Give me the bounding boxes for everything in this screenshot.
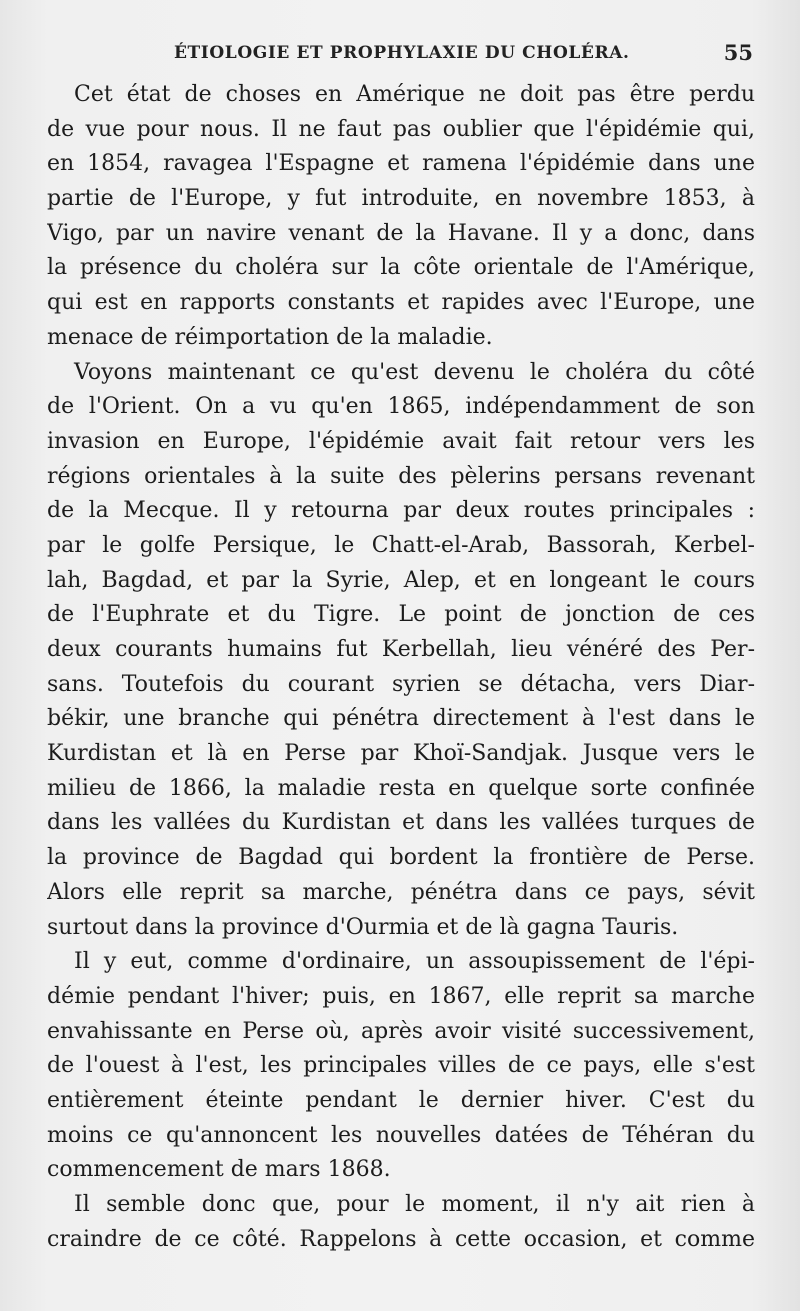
paragraph [47, 356, 755, 946]
paragraph [47, 945, 755, 1188]
text-line: lah, Bagdad, et par la Syrie, Alep, et en longeant le cours [47, 567, 755, 593]
text-line: deux courants humains fut Kerbellah, lieu vénéré des Per- [47, 637, 755, 662]
running-title: ÉTIOLOGIE ET PROPHYLAXIE DU CHOLÉRA. [174, 43, 630, 63]
text-line: dans les vallées du Kurdistan et dans les vallées turques de [47, 810, 755, 836]
text-line: Kurdistan et là en Perse par Khoï-Sandjak. Jusque vers le [47, 741, 755, 767]
text-line: Alors elle reprit sa marche, pénétra dans ce pays, sévit [47, 879, 755, 905]
text-line: craindre de ce côté. Rappelons à cette occasion, et comme [47, 1226, 755, 1252]
text-line: Cet état de choses en Amérique ne doit pas être perdu [74, 82, 755, 107]
text-line: la présence du choléra sur la côte orientale de l'Amérique, [47, 255, 755, 281]
text-line: entièrement éteinte pendant le dernier hiver. C'est du [47, 1087, 755, 1113]
text-line: par le golfe Persique, le Chatt-el-Arab, Bassorah, Kerbel- [47, 532, 755, 558]
body-text [47, 78, 755, 1257]
text-line: Voyons maintenant ce qu'est devenu le choléra du côté [74, 359, 755, 385]
text-line: milieu de 1866, la maladie resta en quelque sorte confinée [47, 775, 755, 801]
text-line: qui est en rapports constants et rapides avec l'Europe, une [47, 290, 755, 316]
text-line: démie pendant l'hiver; puis, en 1867, elle reprit sa marche [47, 983, 755, 1009]
text-line: de l'ouest à l'est, les principales villes de ce pays, elle s'est [47, 1053, 755, 1079]
text-line: invasion en Europe, l'épidémie avait fait retour vers les [47, 428, 755, 454]
text-line: de vue pour nous. Il ne faut pas oublier que l'épidémie qui, [47, 116, 755, 142]
text-line: sans. Toutefois du courant syrien se détacha, vers Diar- [47, 671, 755, 697]
text-line: de la Mecque. Il y retourna par deux routes principales : [47, 498, 755, 524]
text-line: envahissante en Perse où, après avoir visité successivement, [47, 1018, 755, 1044]
text-line: partie de l'Europe, y fut introduite, en novembre 1853, à [47, 186, 755, 212]
paragraph [47, 78, 755, 356]
text-line: commencement de mars 1868. [47, 1157, 391, 1183]
text-line: la province de Bagdad qui bordent la frontière de Perse. [47, 845, 755, 871]
text-line: Il y eut, comme d'ordinaire, un assoupissement de l'épi- [74, 949, 755, 975]
text-line: surtout dans la province d'Ourmia et de là gagna Tauris. [47, 914, 679, 940]
page-number: 55 [723, 40, 753, 65]
text-line: régions orientales à la suite des pèlerins persans revenant [47, 463, 755, 489]
running-head [48, 40, 753, 70]
text-line: békir, une branche qui pénétra directement à l'est dans le [47, 706, 755, 732]
text-line: moins ce qu'annoncent les nouvelles datées de Téhéran du [47, 1122, 755, 1148]
text-line: Vigo, par un navire venant de la Havane. Il y a donc, dans [47, 220, 755, 246]
text-line: de l'Euphrate et du Tigre. Le point de jonction de ces [47, 602, 755, 628]
paragraph [47, 1188, 755, 1257]
text-line: Il semble donc que, pour le moment, il n'y ait rien à [74, 1192, 755, 1217]
text-line: en 1854, ravagea l'Espagne et ramena l'épidémie dans une [47, 151, 755, 177]
text-line: de l'Orient. On a vu qu'en 1865, indépendamment de son [47, 394, 755, 420]
text-line: menace de réimportation de la maladie. [47, 324, 493, 350]
